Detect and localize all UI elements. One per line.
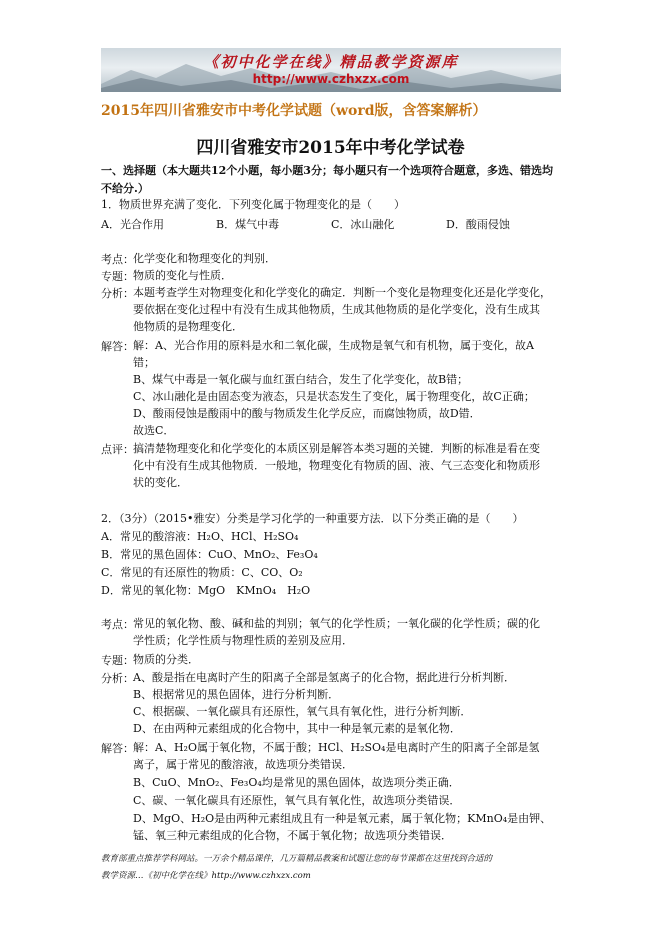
section-heading: 一、选择题（本大题共12个小题，每小题3分；每小题只有一个选项符合题意，多选、错选均不给分.） bbox=[101, 164, 553, 195]
q1-dianping-line: 搞清楚物理变化和化学变化的本质区别是解答本类习题的关键．判断的标准是看在变 bbox=[133, 442, 540, 455]
q1-jieda-line: C、冰山融化是由固态变为液态，只是状态发生了变化，属于物理变化，故C正确； bbox=[133, 390, 535, 403]
exam-title: 四川省雅安市2015年中考化学试卷 bbox=[196, 138, 465, 158]
q1-dianping-line: 状的变化． bbox=[133, 476, 188, 489]
q1-jieda-line: 故选C． bbox=[133, 424, 175, 437]
q1-fenxi-line: 要依据在变化过程中有没有生成其他物质，生成其他物质的是化学变化，没有生成其 bbox=[133, 303, 540, 316]
q1-jieda-line: 错； bbox=[133, 356, 155, 369]
q1-kaodian: 化学变化和物理变化的判别． bbox=[133, 252, 276, 265]
q1-fenxi-line: 本题考查学生对物理变化和化学变化的确定．判断一个变化是物理变化还是化学变化， bbox=[133, 286, 551, 299]
q2-jieda-line: 锰、氧三种元素组成的化合物，不属于氧化物；故选项分类错误． bbox=[133, 829, 452, 842]
q2-fenxi-line: A、酸是指在电离时产生的阳离子全部是氢离子的化合物，据此进行分析判断． bbox=[133, 671, 515, 684]
q1-fenxi-line: 他物质的是物理变化． bbox=[133, 320, 243, 333]
q2-jieda-line: B、CuO、MnO₂、Fe₃O₄均是常见的黑色固体，故选项分类正确． bbox=[133, 776, 460, 789]
q2-jieda-line: 解：A、H₂O属于氧化物，不属于酸；HCl、H₂SO₄是电离时产生的阳离子全部是氢 bbox=[133, 741, 540, 754]
banner-title: 《初中化学在线》精品教学资源库 bbox=[203, 53, 459, 71]
q2-stem: 2．（3分）（2015•雅安）分类是学习化学的一种重要方法．以下分类正确的是（ ） bbox=[101, 512, 524, 525]
header-banner bbox=[101, 48, 561, 92]
q2-option-b: B．常见的黑色固体：CuO、MnO₂、Fe₃O₄ bbox=[101, 548, 318, 561]
q1-jieda-label: 解答： bbox=[101, 340, 134, 353]
q2-fenxi-line: D、在由两种元素组成的化合物中，其中一种是氧元素的是氧化物． bbox=[133, 722, 461, 735]
q1-dianping-line: 化中有没有生成其他物质．一般地，物理变化有物质的固、液、气三态变化和物质形 bbox=[133, 459, 540, 472]
q1-dianping-label: 点评： bbox=[101, 443, 134, 456]
q2-fenxi-line: C、根据碳、一氧化碳具有还原性，氧气具有氧化性，进行分析判断． bbox=[133, 705, 472, 718]
q2-kaodian-line: 学性质；化学性质与物理性质的差别及应用． bbox=[133, 634, 353, 647]
q1-option-b: B．煤气中毒 bbox=[216, 218, 280, 231]
q1-kaodian-label: 考点： bbox=[101, 253, 134, 266]
q2-zhuanti-label: 专题： bbox=[101, 654, 134, 667]
q2-kaodian-line: 常见的氧化物、酸、碱和盐的判别；氧气的化学性质；一氧化碳的化学性质；碳的化 bbox=[133, 617, 540, 630]
footer-line: 教学资源…《初中化学在线》http://www.czhxzx.com bbox=[101, 871, 311, 881]
q1-option-c: C．冰山融化 bbox=[331, 218, 395, 231]
q2-jieda-line: 离子，属于常见的酸溶液，故选项分类错误． bbox=[133, 758, 353, 771]
q2-jieda-line: C、碳、一氧化碳具有还原性，氧气具有氧化性，故选项分类错误． bbox=[133, 794, 461, 807]
q1-option-a: A．光合作用 bbox=[101, 218, 164, 231]
q1-stem: 1．物质世界充满了变化．下列变化属于物理变化的是（ ） bbox=[101, 198, 405, 211]
q1-option-d: D．酸雨侵蚀 bbox=[446, 218, 510, 231]
q2-zhuanti: 物质的分类． bbox=[133, 653, 199, 666]
q2-fenxi-line: B、根据常见的黑色固体，进行分析判断． bbox=[133, 688, 340, 701]
q2-kaodian-label: 考点： bbox=[101, 618, 134, 631]
q2-fenxi-label: 分析： bbox=[101, 672, 134, 685]
footer-line: 教育部重点推荐学科网站。一万余个精品课件，几万篇精品教案和试题让您的每节课都在这里找到合适的 bbox=[101, 854, 493, 864]
q1-jieda-line: 解：A、光合作用的原料是水和二氧化碳，生成物是氧气和有机物，属于变化，故A bbox=[133, 339, 534, 352]
q2-jieda-line: D、MgO、H₂O是由两种元素组成且有一种是氧元素，属于氧化物；KMnO₄是由钾、 bbox=[133, 812, 552, 825]
q2-option-a: A．常见的酸溶液：H₂O、HCl、H₂SO₄ bbox=[101, 530, 299, 543]
q1-fenxi-label: 分析： bbox=[101, 287, 134, 300]
banner-url[interactable]: http://www.czhxzx.com bbox=[252, 72, 410, 86]
q2-option-d: D．常见的氧化物：MgO KMnO₄ H₂O bbox=[101, 584, 311, 597]
q1-zhuanti: 物质的变化与性质． bbox=[133, 269, 232, 282]
q2-option-c: C．常见的有还原性的物质：C、CO、O₂ bbox=[101, 566, 303, 579]
q2-jieda-label: 解答： bbox=[101, 742, 134, 755]
q1-jieda-line: D、酸雨侵蚀是酸雨中的酸与物质发生化学反应，而腐蚀物质，故D错． bbox=[133, 407, 481, 420]
q1-zhuanti-label: 专题： bbox=[101, 270, 134, 283]
q1-jieda-line: B、煤气中毒是一氧化碳与血红蛋白结合，发生了化学变化，故B错； bbox=[133, 373, 469, 386]
document-title: 2015年四川省雅安市中考化学试题（word版，含答案解析） bbox=[101, 103, 487, 119]
